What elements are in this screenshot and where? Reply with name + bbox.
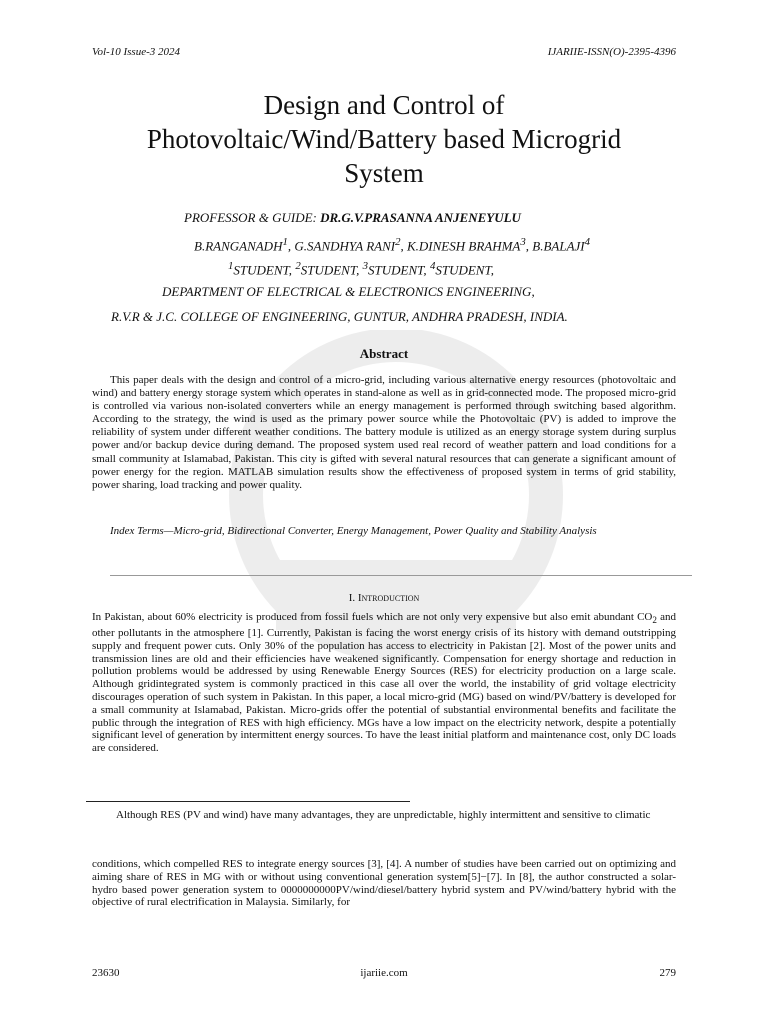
title-line-3: System <box>344 158 424 188</box>
intro-text-a: In Pakistan, about 60% electricity is produced from fossil fuels which are not only very expensive but also emit abundant CO <box>92 611 653 623</box>
footnote-rule <box>86 801 410 802</box>
title-line-1: Design and Control of <box>263 90 505 120</box>
footer-paper-id: 23630 <box>92 967 120 979</box>
section-heading <box>0 592 768 604</box>
intro-text-b: and other pollutants in the atmosphere [1]. Currently, Pakistan is facing the worst energy crisis of its history with demand outstripping supply and frequent power cuts. Only 30% of the population has access to electricity in Pakistan [2]. Most of the power units and transmission lines are old and their efficiencies have weakened significantly. Compensation for energy shortage and reduction in pollution problems would be addressed by using Renewable Energy Sources (RES) for electricity production on a large scale. Although gridintegrated system is commonly practiced in this case all over the world, the instability of grid voltage electricity discourages operation of such system in Pakistan. In this paper, a local micro-grid (MG) based on wind/PV/battery is developed for a small community at Islamabad, Pakistan. Micro-grids offer the potential of substantial environmental benefits and facilitate the public through the integration of RES with high efficiency. MGs have a low impact on the electricity network, despite a potentially significant level of generation by intermittent energy sources. To have the least initial platform and maintenance cost, only DC loads are considered. <box>92 611 676 755</box>
department: DEPARTMENT OF ELECTRICAL & ELECTRONICS ENGINEERING, <box>162 284 535 299</box>
section-title: Introduction <box>357 592 420 604</box>
footnote-text: Although RES (PV and wind) have many advantages, they are unpredictable, highly intermittent and sensitive to climatic <box>116 809 651 821</box>
role-sup: 3 <box>362 260 369 272</box>
author-sep: , <box>525 238 533 254</box>
index-terms: Index Terms—Micro-grid, Bidirectional Converter, Energy Management, Power Quality and Stability Analysis <box>110 525 597 537</box>
section-numeral: I. <box>348 592 358 604</box>
author-name: B.RANGANADH <box>194 238 283 254</box>
title-line-2: Photovoltaic/Wind/Battery based Microgrid <box>146 124 622 154</box>
role-sup: 1 <box>228 260 234 272</box>
author-sep: , <box>287 238 295 254</box>
footer-page-number: 279 <box>659 967 676 979</box>
section-divider <box>110 575 692 576</box>
author-roles <box>228 254 494 282</box>
journal-issn: IJARIIE-ISSN(O)-2395-4396 <box>547 46 676 58</box>
author-sup: 4 <box>584 236 591 248</box>
author-sup: 1 <box>282 236 288 248</box>
college: R.V.R & J.C. COLLEGE OF ENGINEERING, GUNTUR, ANDHRA PRADESH, INDIA. <box>111 309 568 324</box>
author-sup: 2 <box>395 236 401 248</box>
abstract-text: This paper deals with the design and control of a micro-grid, including various alternative energy resources (photovoltaic and wind) and battery energy storage system which operates in stand-alone as well as in grid-connected mode. The proposed micro-grid is controlled via various non-isolated converters while an energy management is performed through switching based algorithm. According to the strategy, the wind is used as the primary power source while the Photovoltaic (PV) is added to improve the reliability of system under different weather conditions. The battery module is utilized as an energy storage system during surplus power and/or backup device during demand. The proposed system used real record of weather pattern and load conditions for a small community at Islamabad, Pakistan. This city is gifted with several natural resources that can generate a significant amount of power energy for the region. MATLAB simulation results show the effectiveness of proposed system in terms of grid stability, power sharing, load tracking and power quality. <box>92 374 676 491</box>
author-sup: 3 <box>520 236 526 248</box>
author-name: K.DINESH BRAHMA <box>407 238 521 254</box>
abstract-heading: Abstract <box>359 346 409 361</box>
continuation-paragraph: conditions, which compelled RES to integrate energy sources [3], [4]. A number of studies have been carried out on optimizing and aiming share of RES in MG with or without using conventional generation system[5]−[7]. In [8], the author constructed a solar-hydro based power generation system to 0000000000PV/wind/diesel/battery hybrid system and PV/wind/battery hybrid with the objective of rural electrification in Malaysia. Similarly, for <box>92 858 676 909</box>
role-text: STUDENT, <box>300 262 363 278</box>
role-text: STUDENT, <box>435 262 494 278</box>
role-sup: 4 <box>429 260 436 272</box>
role-sup: 2 <box>295 260 301 272</box>
introduction-paragraph <box>92 611 676 755</box>
guide-name: DR.G.V.PRASANNA ANJENEYULU <box>320 210 521 225</box>
guide-prefix: PROFESSOR & GUIDE: <box>184 210 321 225</box>
role-text: STUDENT, <box>233 262 296 278</box>
author-name: G.SANDHYA RANI <box>294 238 396 254</box>
journal-volume: Vol-10 Issue-3 2024 <box>92 46 180 58</box>
footer-site: ijariie.com <box>360 967 408 979</box>
author-sep: , <box>400 238 407 254</box>
author-name: B.BALAJI <box>532 238 585 254</box>
role-text: STUDENT, <box>368 262 430 278</box>
co2-subscript: 2 <box>652 615 657 626</box>
paper-title <box>92 88 676 190</box>
guide-line <box>184 206 521 230</box>
